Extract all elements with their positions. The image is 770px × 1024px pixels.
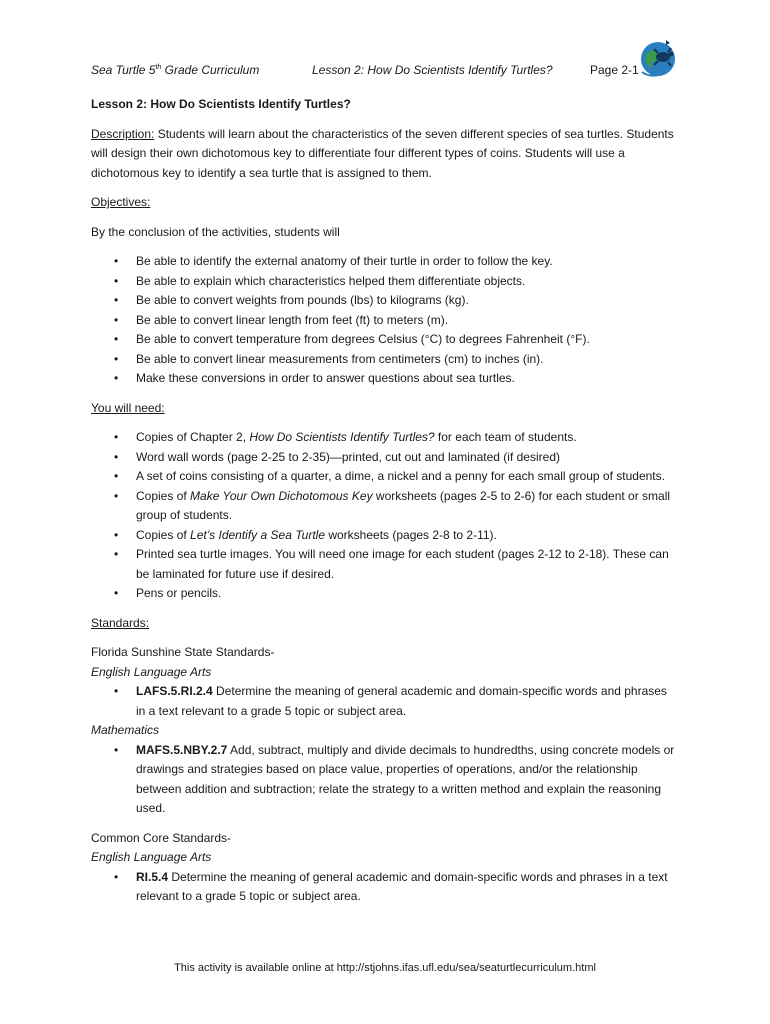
description-paragraph bbox=[91, 125, 676, 184]
list-item: • MAFS.5.NBY.2.7 Add, subtract, multiply and divide decimals to hundredths, using concrete models or drawings and strategies based on place value, properties of operations, and/or the relationship between addition and subtraction; relate the strategy to a written method and explain the reasoning used. bbox=[91, 741, 676, 819]
description-text: Students will learn about the characteristics of the seven different species of sea turtles. Students will design their own dichotomous key to differentiate four different types of coins. Students will use a dichotomous key to identify a sea turtle that is assigned to them. bbox=[91, 126, 674, 180]
list-item: • Printed sea turtle images. You will need one image for each student (pages 2-12 to 2-18). These can be laminated for future use if desired. bbox=[91, 545, 676, 584]
ela-heading: English Language Arts bbox=[91, 664, 212, 679]
list-item: • Be able to identify the external anatomy of their turtle in order to follow the key. bbox=[91, 252, 676, 272]
list-item: • Be able to convert linear length from feet (ft) to meters (m). bbox=[91, 311, 676, 331]
list-item: • Make these conversions in order to answer questions about sea turtles. bbox=[91, 369, 676, 389]
list-item: • A set of coins consisting of a quarter, a dime, a nickel and a penny for each small group of students. bbox=[91, 467, 676, 487]
footer-link-text: This activity is available online at http://stjohns.ifas.ufl.edu/sea/seaturtlecurriculum.html bbox=[174, 962, 596, 974]
list-item: • Word wall words (page 2-25 to 2-35)—printed, cut out and laminated (if desired) bbox=[91, 448, 676, 468]
cc-standards-list bbox=[91, 868, 676, 907]
list-item: • Copies of Make Your Own Dichotomous Key worksheets (pages 2-5 to 2-6) for each student or small group of students. bbox=[91, 487, 676, 526]
florida-standards-heading: Florida Sunshine State Standards- bbox=[91, 645, 275, 659]
ela-standards-list bbox=[91, 682, 676, 721]
lesson-body bbox=[91, 95, 676, 907]
sea-turtle-globe-logo-icon bbox=[636, 36, 680, 80]
objectives-intro: By the conclusion of the activities, students will bbox=[91, 224, 340, 239]
cc-ela-heading: English Language Arts bbox=[91, 850, 212, 864]
math-standards-list bbox=[91, 741, 676, 819]
needs-label: You will need: bbox=[91, 400, 165, 415]
header-curriculum-title: Sea Turtle 5th Grade Curriculum bbox=[91, 63, 260, 77]
description-label: Description: bbox=[91, 126, 155, 141]
list-item: • Be able to convert temperature from degrees Celsius (°C) to degrees Fahrenheit (°F). bbox=[91, 330, 676, 350]
objectives-list bbox=[91, 252, 676, 389]
list-item: • Copies of Chapter 2, How Do Scientists Identify Turtles? for each team of students. bbox=[91, 428, 676, 448]
list-item: • Pens or pencils. bbox=[91, 584, 676, 604]
header-lesson-title: Lesson 2: How Do Scientists Identify Turtles? bbox=[312, 63, 553, 77]
header-page-number: Page 2-1 bbox=[590, 63, 639, 77]
common-core-heading: Common Core Standards- bbox=[91, 830, 232, 845]
standards-label: Standards: bbox=[91, 615, 150, 630]
list-item: • LAFS.5.RI.2.4 Determine the meaning of general academic and domain-specific words and phrases in a text relevant to a grade 5 topic or subject area. bbox=[91, 682, 676, 721]
list-item: • Be able to convert weights from pounds (lbs) to kilograms (kg). bbox=[91, 291, 676, 311]
lesson-title: Lesson 2: How Do Scientists Identify Turtles? bbox=[91, 97, 351, 111]
list-item: • RI.5.4 Determine the meaning of general academic and domain-specific words and phrases in a text relevant to a grade 5 topic or subject area. bbox=[91, 868, 676, 907]
math-heading: Mathematics bbox=[91, 723, 160, 737]
list-item: • Be able to convert linear measurements from centimeters (cm) to inches (in). bbox=[91, 350, 676, 370]
objectives-label: Objectives: bbox=[91, 195, 151, 209]
list-item: • Copies of Let’s Identify a Sea Turtle worksheets (pages 2-8 to 2-11). bbox=[91, 526, 676, 546]
materials-list bbox=[91, 428, 676, 604]
list-item: • Be able to explain which characteristics helped them differentiate objects. bbox=[91, 272, 676, 292]
